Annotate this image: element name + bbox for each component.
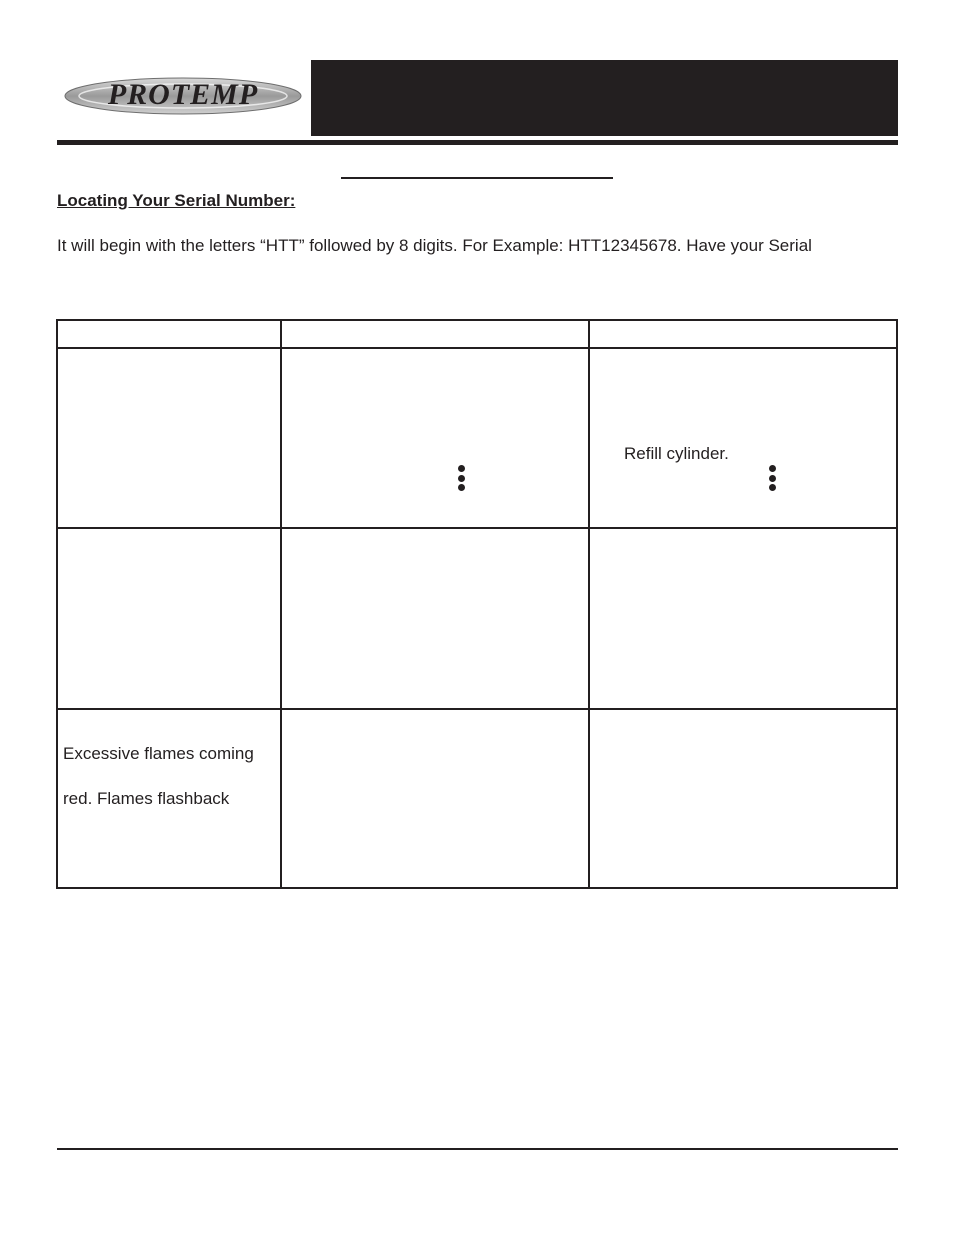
title-underline — [341, 177, 613, 179]
bullet-dots-icon — [457, 465, 465, 491]
table-column-divider-1 — [280, 319, 282, 889]
table-cell-problem: Excessive flames coming — [63, 744, 254, 763]
header-rule — [57, 140, 898, 145]
logo-wordmark: PROTEMP — [107, 77, 259, 111]
bullet-dots-icon — [768, 465, 776, 491]
footer-rule — [57, 1148, 898, 1150]
table-row-divider-2 — [56, 708, 898, 710]
serial-number-text: It will begin with the letters “HTT” followed by 8 digits. For Example: HTT12345678. Have your Serial — [57, 236, 812, 255]
table-row-divider-1 — [56, 527, 898, 529]
table-header-divider — [56, 347, 898, 349]
table-cell-problem: red. Flames flashback — [63, 789, 230, 808]
table-cell-remedy: Refill cylinder. — [624, 444, 729, 463]
serial-number-heading: Locating Your Serial Number: — [57, 191, 296, 210]
protemp-logo — [57, 63, 309, 126]
table-column-divider-2 — [588, 319, 590, 889]
header-bar — [311, 60, 898, 136]
